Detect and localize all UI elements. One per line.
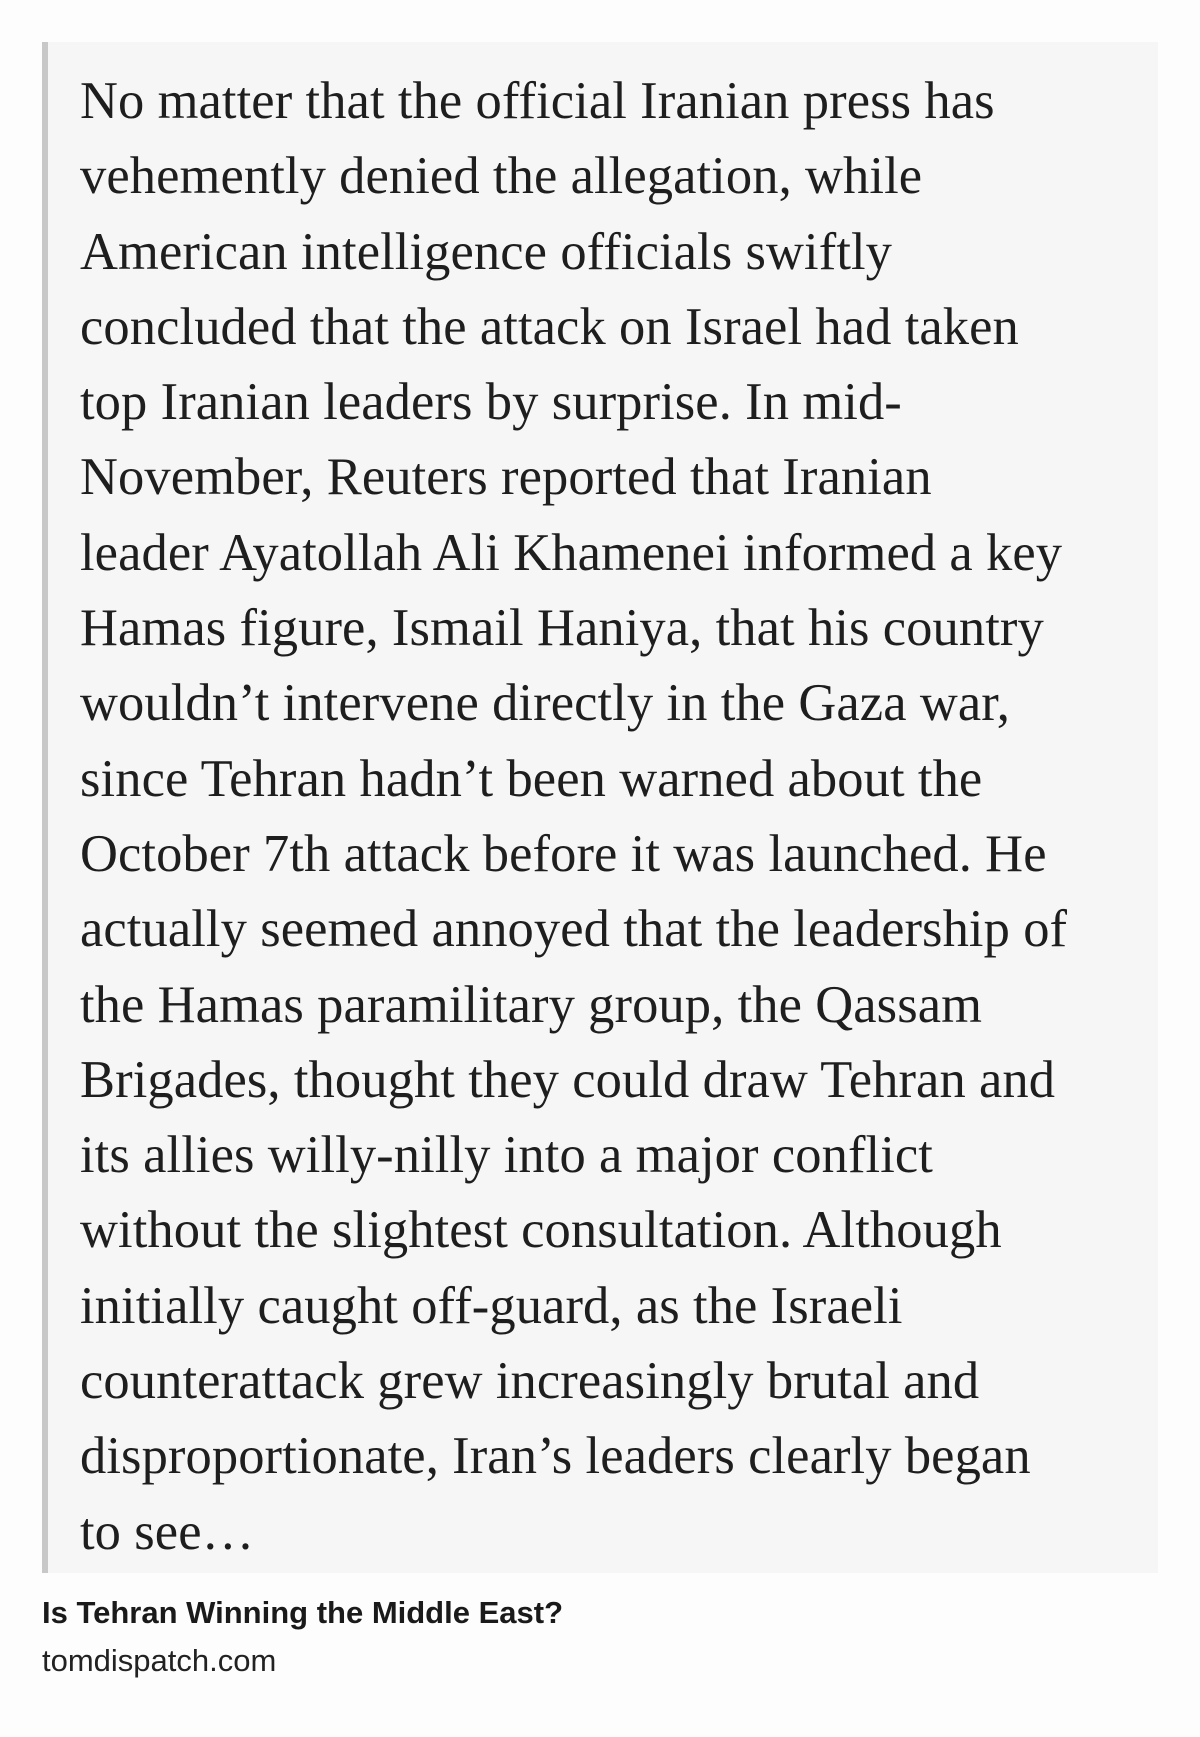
quote-line: actually seemed annoyed that the leadership of	[80, 900, 1068, 959]
quote-line: No matter that the official Iranian press has	[80, 72, 995, 130]
quote-line: American intelligence officials swiftly	[80, 222, 893, 281]
quote-line: leader Ayatollah Ali Khamenei informed a key	[80, 523, 1063, 582]
quote-line: November, Reuters reported that Iranian	[80, 448, 932, 507]
quote-line: without the slightest consultation. Although	[80, 1201, 1002, 1260]
quote-line: wouldn’t intervene directly in the Gaza war,	[80, 674, 1010, 733]
quote-line: since Tehran hadn’t been warned about the	[80, 749, 983, 808]
quote-line: top Iranian leaders by surprise. In mid-	[80, 373, 902, 432]
quote-text	[80, 64, 1160, 1570]
source-attribution[interactable]	[42, 1594, 563, 1680]
quote-block	[42, 42, 1158, 1573]
quote-line: to see…	[80, 1502, 255, 1561]
quote-line: Hamas figure, Ismail Haniya, that his country	[80, 599, 1044, 658]
source-domain[interactable]: tomdispatch.com	[42, 1643, 277, 1678]
quote-line: October 7th attack before it was launched. He	[80, 824, 1047, 883]
quote-line: the Hamas paramilitary group, the Qassam	[80, 975, 983, 1034]
source-title[interactable]: Is Tehran Winning the Middle East?	[42, 1595, 564, 1630]
quote-line: disproportionate, Iran’s leaders clearly began	[80, 1427, 1031, 1486]
quote-line: Brigades, thought they could draw Tehran and	[80, 1050, 1056, 1109]
quote-line: its allies willy-nilly into a major conflict	[80, 1126, 933, 1185]
quote-line: concluded that the attack on Israel had taken	[80, 297, 1019, 356]
quote-line: counterattack grew increasingly brutal and	[80, 1352, 980, 1411]
quote-line: initially caught off-guard, as the Israeli	[80, 1276, 903, 1335]
quote-line: vehemently denied the allegation, while	[80, 147, 923, 206]
